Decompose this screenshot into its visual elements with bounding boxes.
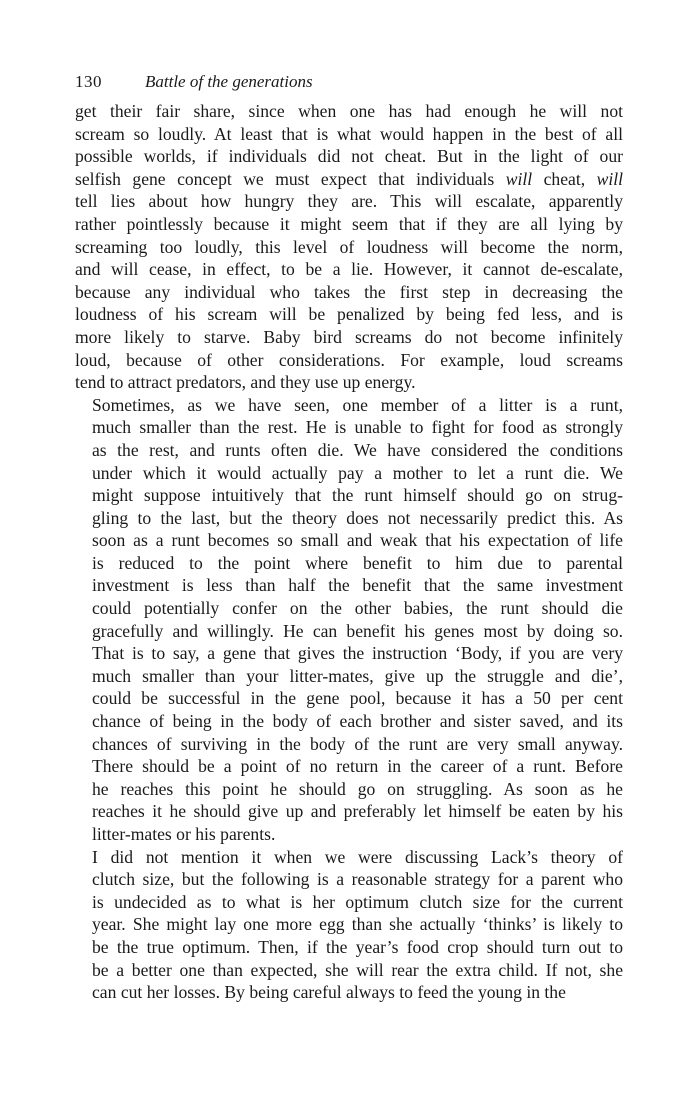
text-line: rather pointlessly because it might seem that if they are all lying by [75, 213, 623, 234]
paragraph [75, 394, 623, 846]
text-line: he reaches this point he should go on struggling. As soon as he [92, 778, 623, 799]
text-line: chances of surviving in the body of the runt are very small anyway. [92, 733, 623, 754]
running-title: Battle of the generations [145, 72, 313, 91]
text-line: Sometimes, as we have seen, one member of a litter is a runt, [92, 394, 623, 415]
text-line: more likely to starve. Baby bird screams do not become infinitely [75, 326, 623, 347]
text-line: get their fair share, since when one has had enough he will not [75, 101, 623, 121]
text-line: loudness of his scream will be penalized by being fed less, and is [75, 304, 623, 325]
running-head [75, 70, 623, 100]
book-page [75, 70, 623, 1004]
text-line: That is to say, a gene that gives the instruction ‘Body, if you are very [92, 643, 623, 664]
text-line: scream so loudly. At least that is what would happen in the best of all [75, 123, 623, 144]
text-line: be a better one than expected, she will rear the extra child. If not, she [92, 959, 623, 980]
text-line: chance of being in the body of each brother and sister saved, and its [92, 711, 623, 732]
text-line: can cut her losses. By being careful always to feed the young in the [92, 982, 566, 1003]
text-line: selfish gene concept we must expect that individuals will cheat, will [75, 168, 623, 189]
text-line: is undecided as to what is her optimum clutch size for the current [92, 891, 623, 912]
body-text [75, 100, 623, 1004]
text-line: possible worlds, if individuals did not cheat. But in the light of our [75, 146, 623, 167]
text-line: tell lies about how hungry they are. This will escalate, apparently [75, 191, 623, 212]
text-line: as the rest, and runts often die. We have considered the conditions [92, 439, 623, 460]
text-line: could be successful in the gene pool, because it has a 50 per cent [92, 688, 623, 709]
text-line: screaming too loudly, this level of loudness will become the norm, [75, 236, 623, 257]
text-line: investment is less than half the benefit that the same investment [92, 575, 623, 596]
text-line: under which it would actually pay a mother to let a runt die. We [92, 462, 623, 483]
emphasis: will [505, 168, 533, 189]
paragraph [75, 100, 623, 394]
text-line: tend to attract predators, and they use up energy. [75, 372, 416, 393]
text-line: reaches it he should give up and preferably let himself be eaten by his [92, 801, 623, 822]
text-line: could potentially confer on the other babies, the runt should die [92, 598, 623, 619]
text-line: much smaller than the rest. He is unable to fight for food as strongly [92, 417, 623, 438]
text-line: and will cease, in effect, to be a lie. However, it cannot de-escalate, [75, 259, 623, 280]
text-line: soon as a runt becomes so small and weak that his expectation of life [92, 530, 623, 551]
text-line: litter-mates or his parents. [92, 824, 276, 844]
text-line: is reduced to the point where benefit to him due to parental [92, 552, 623, 573]
text-line: because any individual who takes the first step in decreasing the [75, 281, 623, 302]
text-line: be the true optimum. Then, if the year’s food crop should turn out to [92, 936, 623, 957]
text-line: gracefully and willingly. He can benefit his genes most by doing so. [92, 620, 623, 641]
text-line: clutch size, but the following is a reasonable strategy for a parent who [92, 869, 623, 890]
text-line: loud, because of other considerations. For example, loud screams [75, 349, 623, 370]
text-line: I did not mention it when we were discussing Lack’s theory of [92, 846, 623, 867]
text-line: might suppose intuitively that the runt himself should go on strug- [92, 485, 623, 506]
text-line: There should be a point of no return in the career of a runt. Before [92, 756, 623, 777]
page-number: 130 [75, 72, 102, 91]
paragraph [75, 846, 623, 1004]
text-line: gling to the last, but the theory does not necessarily predict this. As [92, 507, 623, 528]
text-line: much smaller than your litter-mates, give up the struggle and die’, [92, 665, 623, 686]
emphasis: will [596, 168, 623, 189]
text-line: year. She might lay one more egg than she actually ‘thinks’ is likely to [92, 914, 623, 935]
